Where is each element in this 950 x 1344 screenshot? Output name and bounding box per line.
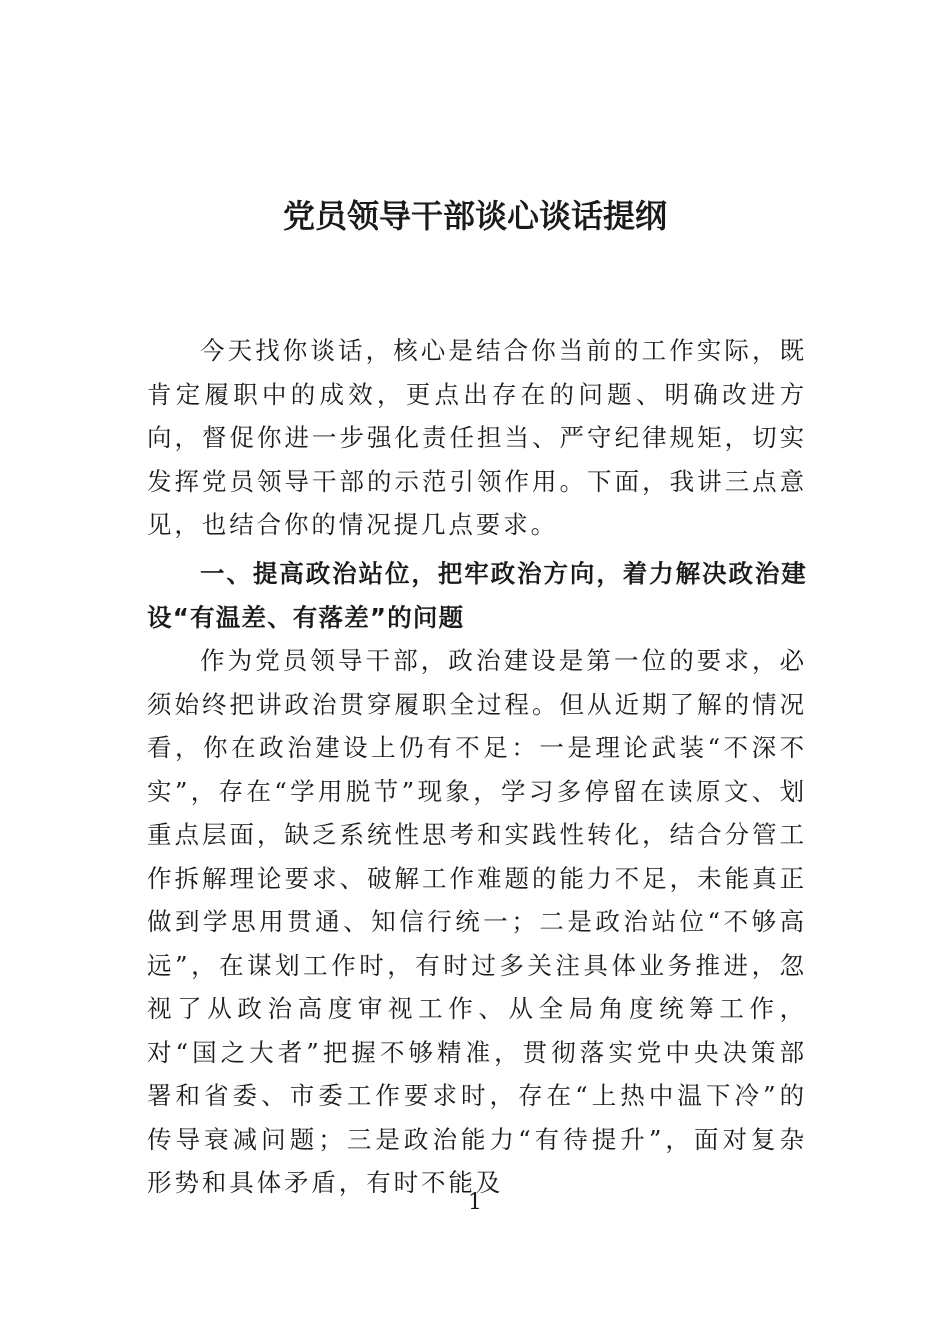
document-title: 党员领导干部谈心谈话提纲 (282, 197, 667, 235)
section-paragraph: 作为党员领导干部，政治建设是第一位的要求，必须始终把讲政治贯穿履职全过程。但从近期了解的情况看，你在政治建设上仍有不足：一是理论武装“不深不实”，存在“学用脱节”现象，学习多停留在读原文、划重点层面，缺乏系统性思考和实践性转化，结合分管工作拆解理论要求、破解工作难题的能力不足，未能真正做到学思用贯通、知信行统一；二是政治站位“不够高远”，在谋划工作时，有时过多关注具体业务推进，忽视了从政治高度审视工作、从全局角度统筹工作，对“国之大者”把握不够精准，贯彻落实党中央决策部署和省委、市委工作要求时，存在“上热中温下冷”的传导衰减问题；三是政治能力“有待提升”，面对复杂形势和具体矛盾，有时不能及 (147, 646, 807, 1197)
intro-paragraph: 今天找你谈话，核心是结合你当前的工作实际，既肯定履职中的成效，更点出存在的问题、明确改进方向，督促你进一步强化责任担当、严守纪律规矩，切实发挥党员领导干部的示范引领作用。下面，我讲三点意见，也结合你的情况提几点要求。 (147, 336, 807, 539)
page-number: 1 (468, 1190, 482, 1215)
section-heading: 一、提高政治站位，把牢政治方向，着力解决政治建设“有温差、有落差”的问题 (147, 559, 807, 632)
